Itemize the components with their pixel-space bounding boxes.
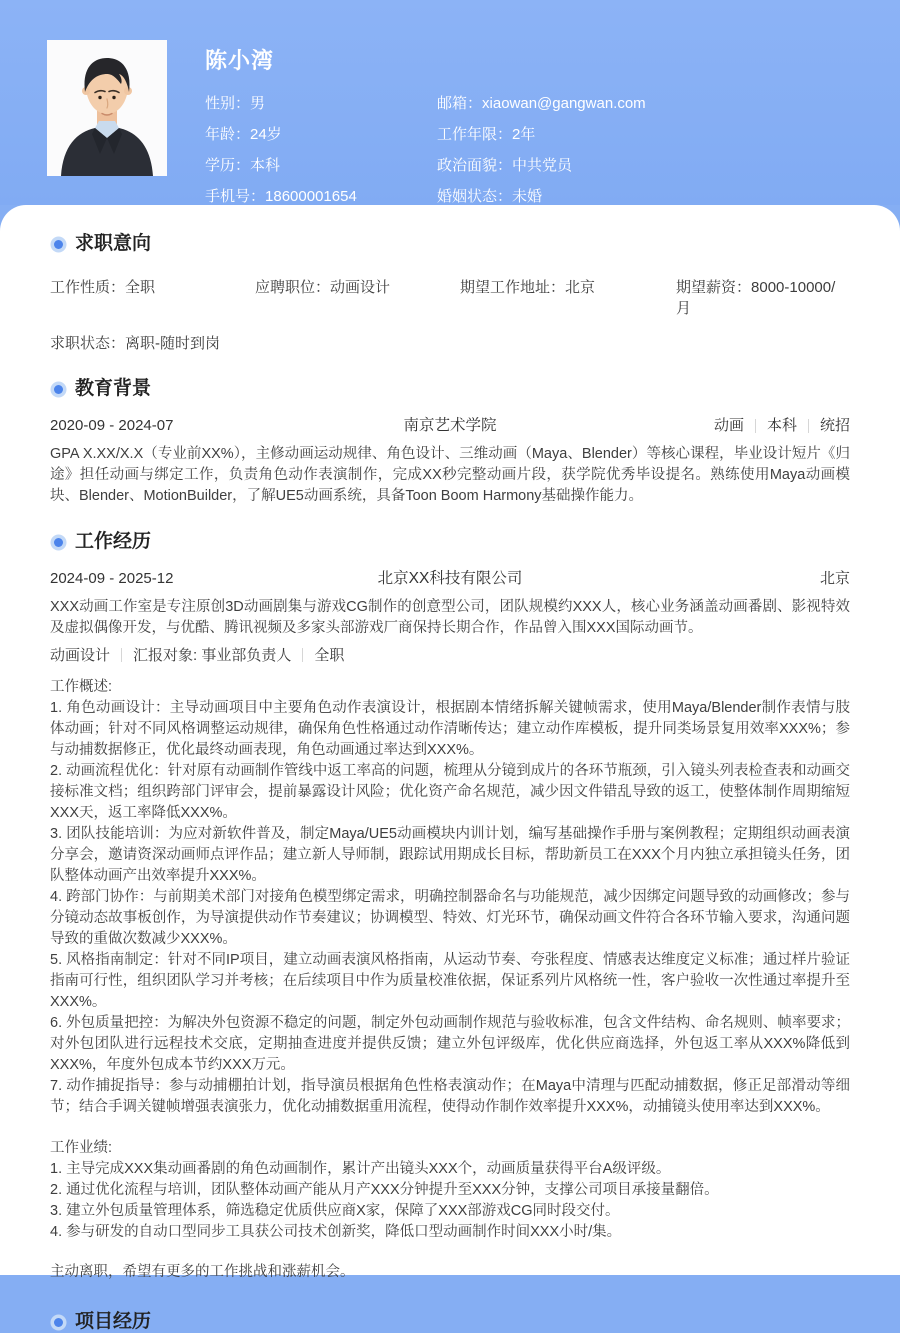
work-achievement-item: 4. 参与研发的自动口型同步工具获公司技术创新奖，降低口型动画制作时间XXX小时/集。 — [50, 1224, 622, 1240]
education-school: 南京艺术学院 — [403, 417, 497, 434]
work-overview-item: 1. 角色动画设计：主导动画项目中主要角色动作表演设计，根据剧本情绪拆解关键帧需求，使用Maya/Blender制作表情与肢体动画；针对不同风格调整运动规律，确保角色性格通过动作清晰传达；建立动作库模板，提升同类场景复用效率XXX%；参与动捕数据修正，优化最终动画表现，角色动画通过率达到XXX%。 — [50, 700, 850, 758]
field-job-status — [50, 333, 850, 354]
work-position: 动画设计 — [50, 647, 111, 664]
work-achievement-item: 1. 主导完成XXX集动画番剧的角色动画制作，累计产出镜头XXX个，动画质量获得平台A级评级。 — [50, 1161, 671, 1177]
info-value: 18600001654 — [265, 188, 357, 205]
work-period: 2024-09 - 2025-12 — [50, 570, 174, 587]
resume-header — [0, 0, 900, 205]
field-job-type — [50, 277, 255, 319]
info-value: xiaowan@gangwan.com — [482, 95, 646, 112]
info-item-email — [437, 92, 850, 113]
field-label: 工作性质： — [50, 279, 126, 296]
leaving-reason: 主动离职，希望有更多的工作挑战和涨薪机会。 — [50, 1264, 355, 1280]
section-title-text: 求职意向 — [75, 233, 152, 254]
separator — [302, 648, 303, 662]
education-admission-type: 统招 — [819, 417, 850, 434]
section-bullet-icon — [54, 385, 63, 394]
work-overview-item: 7. 动作捕捉指导：参与动捕棚拍计划，指导演员根据角色性格表演动作；在Maya中清理与匹配动捕数据，修正足部滑动等细节；结合手调关键帧增强表演张力，优化动捕数据重用流程，使得动作制作效率提升XXX%，动捕镜头使用率达到XXX%。 — [50, 1078, 850, 1115]
profile-photo — [47, 40, 167, 176]
section-bullet-icon — [54, 538, 63, 547]
work-report-to: 汇报对象: 事业部负责人 — [133, 647, 292, 664]
field-value: 8000-10000/月 — [676, 279, 836, 317]
field-value: 离职-随时到岗 — [125, 335, 221, 352]
job-intention-row — [50, 277, 850, 319]
work-overview-item: 4. 跨部门协作：与前期美术部门对接角色模型绑定需求，明确控制器命名与功能规范，减少因绑定问题导致的动画修改；参与分镜动态故事板创作，为导演提供动作节奏建议；协调模型、特效、灯光环节，确保动画文件符合各环节输入要求，沟通问题导致的重做次数减少XXX%。 — [50, 889, 850, 947]
field-value: 动画设计 — [330, 279, 391, 296]
info-value: 2年 — [512, 126, 536, 143]
work-company: 北京XX科技有限公司 — [377, 570, 523, 587]
info-label: 婚姻状态： — [437, 188, 513, 205]
education-meta — [714, 415, 850, 436]
work-overview-item: 3. 团队技能培训：为应对新软件普及，制定Maya/UE5动画模块内训计划，编写基础操作手册与案例教程；定期组织动画表演分享会，邀请资深动画师点评作品；建立新人导师制，跟踪试用期成长目标，帮助新员工在XXX个月内独立承担镜头任务，团队整体动画产出效率提升XXX%。 — [50, 826, 850, 884]
field-label: 期望薪资： — [676, 279, 752, 296]
separator — [121, 648, 122, 662]
field-expected-salary — [676, 277, 850, 319]
info-value: 未婚 — [512, 188, 543, 205]
field-target-position — [255, 277, 460, 319]
work-achievement-item: 3. 建立外包质量管理体系，筛选稳定优质供应商X家，保障了XXX部游戏CG同时段交付。 — [50, 1203, 620, 1219]
resume-body-card — [0, 205, 900, 1332]
section-title-text: 项目经历 — [75, 1311, 152, 1332]
work-overview-label: 工作概述: — [50, 679, 113, 695]
field-label: 期望工作地址： — [460, 279, 566, 296]
info-item-age — [205, 123, 437, 144]
header-info-block — [205, 40, 850, 205]
section-work-experience — [50, 531, 850, 1283]
info-label: 性别： — [205, 95, 251, 112]
info-label: 邮箱： — [437, 95, 483, 112]
work-overview-item: 5. 风格指南制定：针对不同IP项目，建立动画表演风格指南，从运动节奏、夸张程度、情感表达维度定义标准；通过样片验证指南可行性，组织团队学习并考核；在后续项目中作为质量校准依据，保证系列片风格统一性，客户验收一次性通过率提升至XXX%。 — [50, 952, 850, 1010]
section-title-text: 工作经历 — [75, 531, 152, 552]
info-item-gender — [205, 92, 437, 113]
candidate-name: 陈小湾 — [205, 48, 275, 73]
education-description: GPA X.XX/X.X（专业前XX%），主修动画运动规律、角色设计、三维动画（Maya、Blender）等核心课程，毕业设计短片《归途》担任动画与绑定工作，负责角色动作表演制作，完成XX秒完整动画片段，获学院优秀毕设提名。熟练使用Maya动画模块、Blender、MotionBuilder，了解UE5动画系统，具备Toon Boom Harmony基础操作能力。 — [50, 446, 850, 504]
work-entry-row — [50, 568, 850, 589]
section-project-experience — [50, 1311, 850, 1333]
section-title — [50, 1311, 850, 1333]
education-entry-row — [50, 415, 850, 436]
info-item-experience-years — [437, 123, 850, 144]
info-label: 政治面貌： — [437, 157, 513, 174]
basic-info-grid — [205, 92, 850, 206]
field-value: 北京 — [565, 279, 596, 296]
info-item-degree — [205, 154, 437, 175]
info-label: 手机号： — [205, 188, 266, 205]
work-overview-item: 6. 外包质量把控：为解决外包资源不稳定的问题，制定外包动画制作规范与验收标准，包含文件结构、命名规则、帧率要求；对外包团队进行远程技术交底，定期抽查进度并提供反馈；建立外包评级库，优化供应商选择，外包返工率从XXX%降低到XXX%，年度外包成本节约XXX万元。 — [50, 1015, 850, 1073]
separator — [808, 419, 809, 433]
work-location: 北京 — [819, 570, 850, 587]
field-value: 全职 — [125, 279, 156, 296]
education-degree: 本科 — [766, 417, 797, 434]
info-label: 年龄： — [205, 126, 251, 143]
info-value: 本科 — [250, 157, 281, 174]
work-achievements-label: 工作业绩: — [50, 1140, 113, 1156]
work-overview-item: 2. 动画流程优化：针对原有动画制作管线中返工率高的问题，梳理从分镜到成片的各环节瓶颈，引入镜头列表检查表和动画交接标准文档；组织跨部门评审会，提前暴露设计风险；优化资产命名规范，减少因文件错乱导致的返工，使整体制作周期缩短XXX天，返工率降低XXX%。 — [50, 763, 850, 821]
section-job-intention — [50, 233, 850, 354]
section-title — [50, 233, 850, 255]
section-education — [50, 378, 850, 507]
section-title-text: 教育背景 — [75, 378, 152, 399]
education-period: 2020-09 - 2024-07 — [50, 417, 174, 434]
separator — [755, 419, 756, 433]
info-item-political-status — [437, 154, 850, 175]
info-value: 中共党员 — [512, 157, 573, 174]
info-item-phone — [205, 185, 437, 206]
field-label: 求职状态： — [50, 335, 126, 352]
field-label: 应聘职位： — [255, 279, 331, 296]
info-item-marital-status — [437, 185, 850, 206]
portrait-illustration — [47, 40, 167, 176]
info-label: 工作年限： — [437, 126, 513, 143]
work-meta-row — [50, 644, 850, 665]
work-achievement-item: 2. 通过优化流程与培训，团队整体动画产能从月产XXX分钟提升至XXX分钟，支撑公司项目承接量翻倍。 — [50, 1182, 719, 1198]
info-label: 学历： — [205, 157, 251, 174]
section-bullet-icon — [54, 240, 63, 249]
info-value: 男 — [250, 95, 266, 112]
section-bullet-icon — [54, 1318, 63, 1327]
field-expected-location — [460, 277, 676, 319]
company-intro: XXX动画工作室是专注原创3D动画剧集与游戏CG制作的创意型公司，团队规模约XXX人，核心业务涵盖动画番剧、影视特效及虚拟偶像开发，与优酷、腾讯视频及多家头部游戏厂商保持长期合作，作品曾入围XXX国际动画节。 — [50, 599, 850, 636]
info-value: 24岁 — [250, 126, 282, 143]
section-title — [50, 378, 850, 400]
work-employment-type: 全职 — [314, 647, 345, 664]
section-title — [50, 531, 850, 553]
education-major: 动画 — [713, 417, 744, 434]
